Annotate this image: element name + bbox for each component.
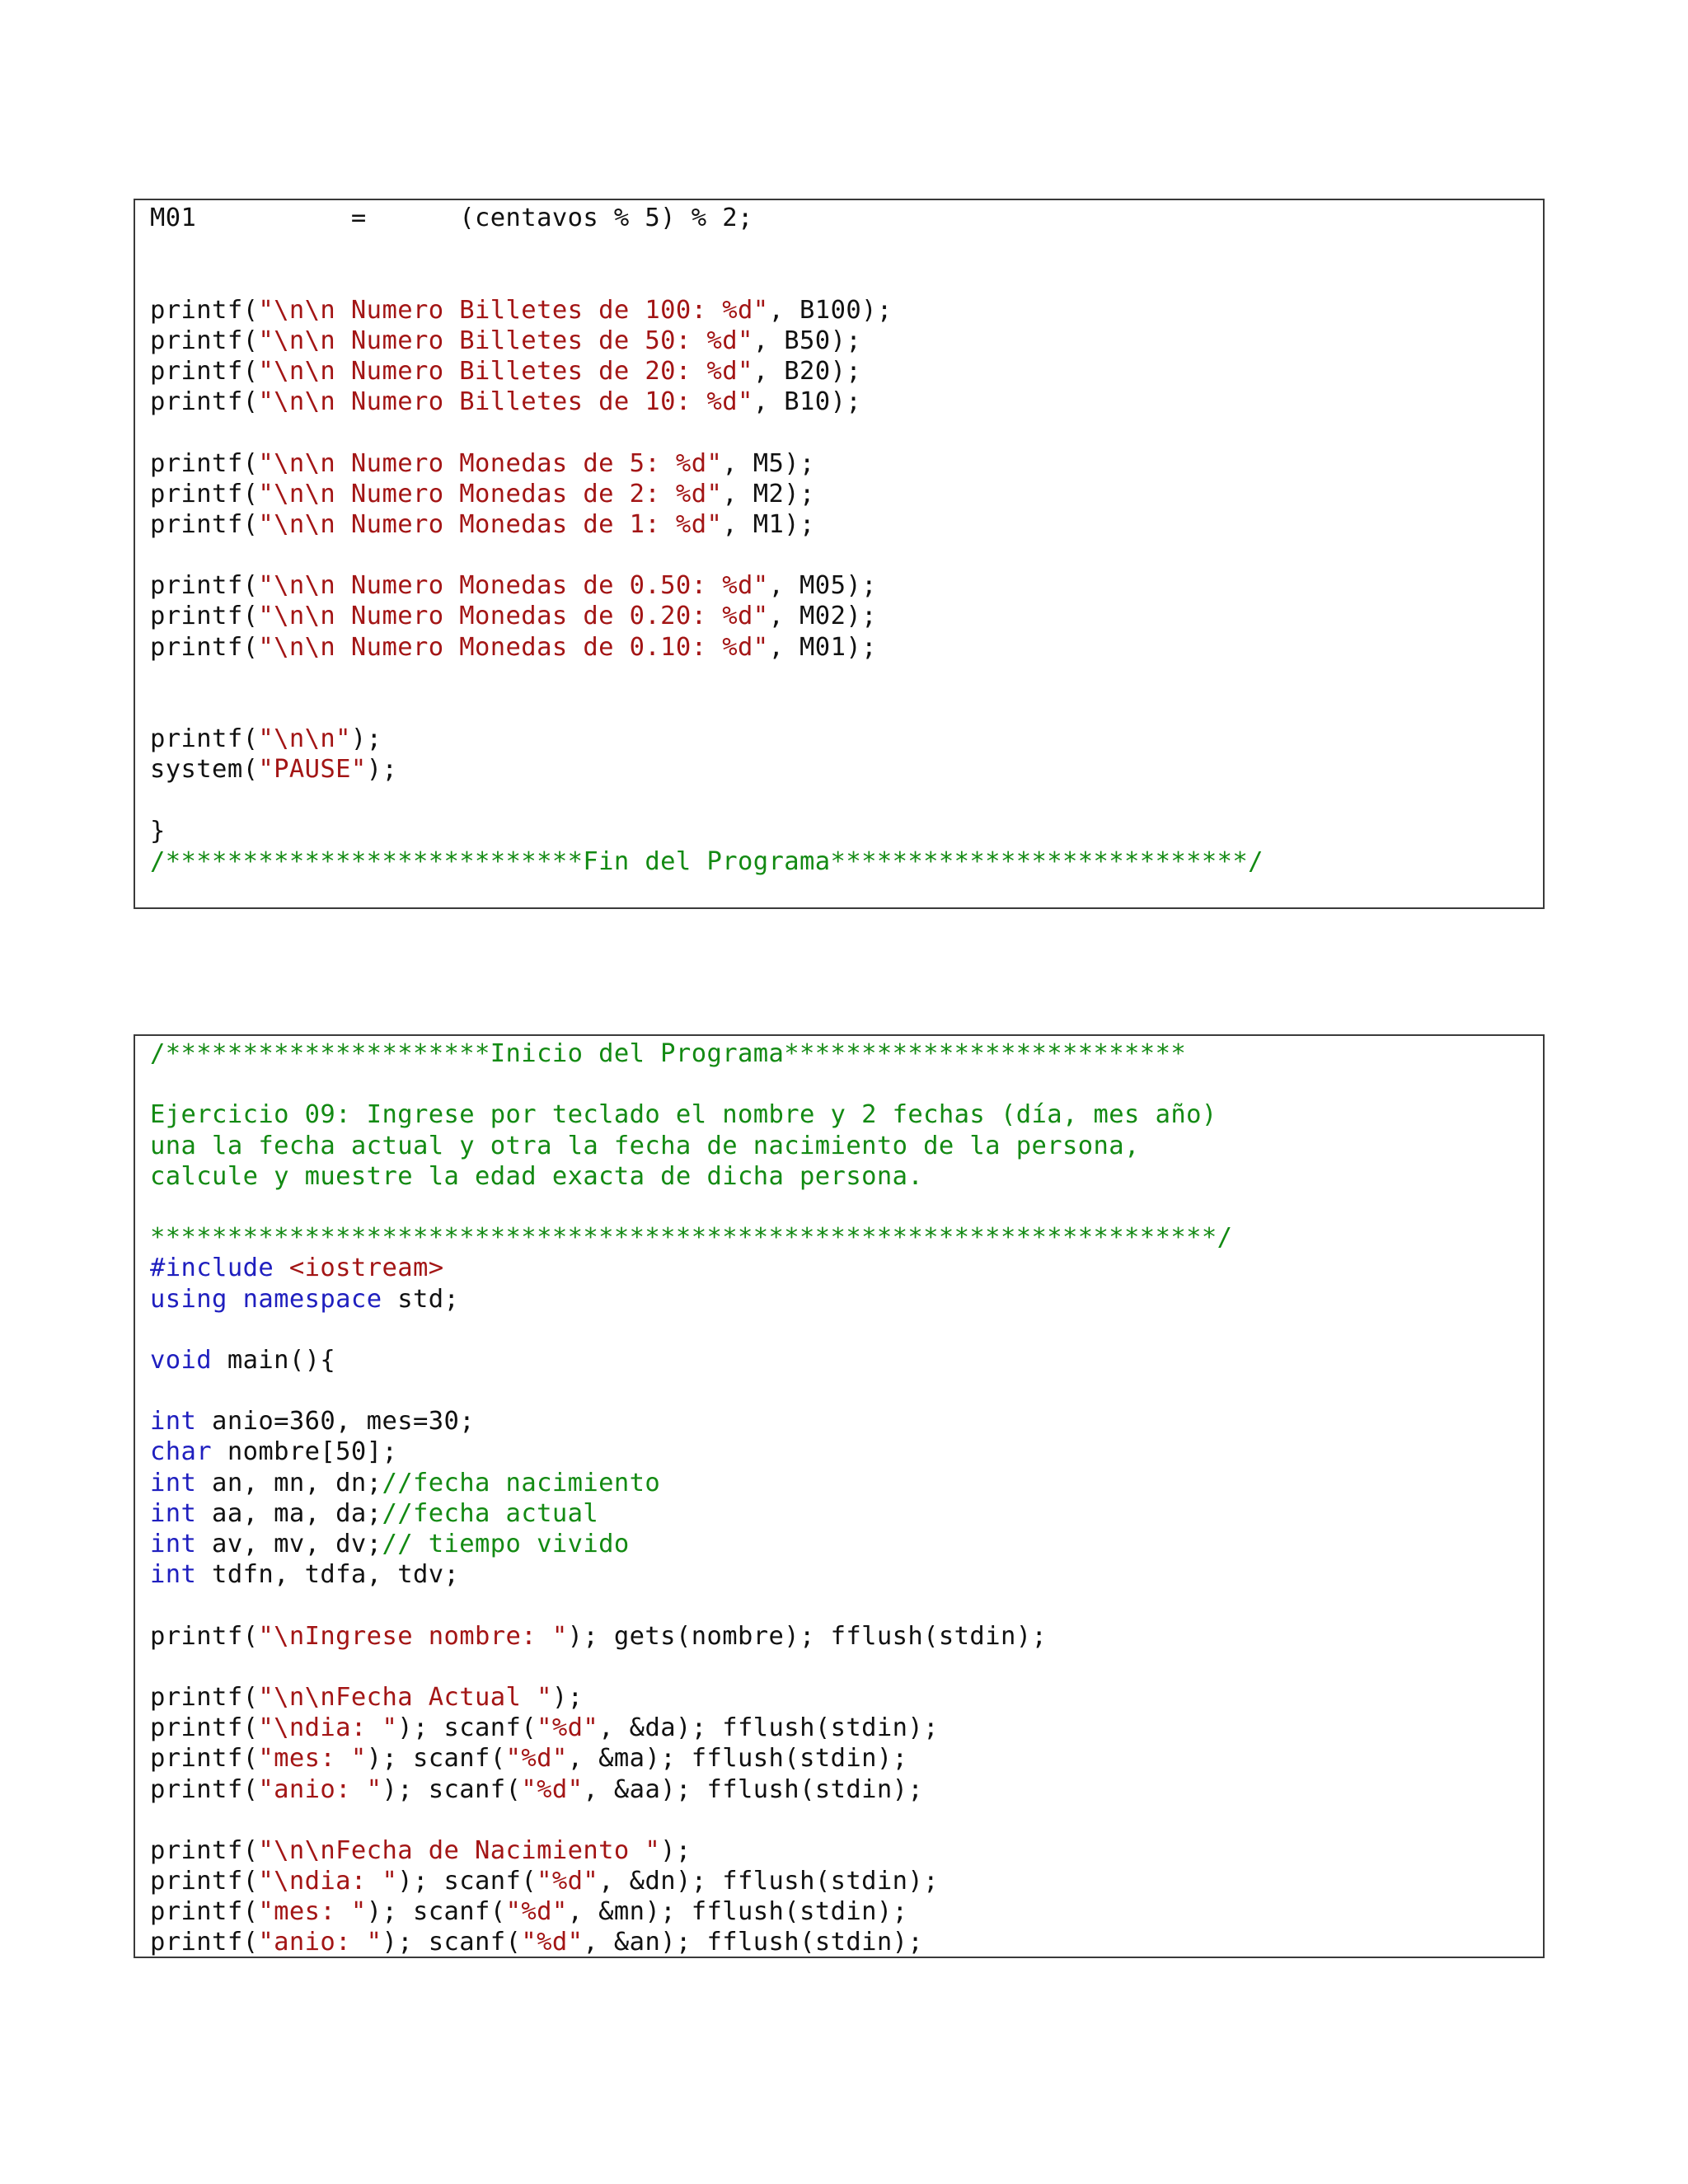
- code-line: [150, 1192, 1232, 1222]
- code-token: , &aa); fflush(stdin);: [583, 1774, 924, 1804]
- code-line: [150, 1682, 1232, 1713]
- code-line: [150, 1069, 1232, 1099]
- code-token: , &da); fflush(stdin);: [598, 1713, 939, 1743]
- code-line: [150, 203, 1264, 233]
- code-line: [150, 1468, 1232, 1498]
- code-line: [150, 1099, 1232, 1130]
- code-token: "\n\n Numero Monedas de 5: %d": [258, 448, 723, 478]
- code-token: "%d": [521, 1928, 584, 1957]
- code-line: [150, 1866, 1232, 1896]
- code-token: , B50);: [753, 326, 862, 355]
- code-line: [150, 448, 1264, 479]
- code-token: /***************************Fin del Programa***************************/: [150, 846, 1264, 876]
- code-token: ); scanf(: [366, 1744, 506, 1774]
- code-line: [150, 663, 1264, 693]
- code-token: printf(: [150, 602, 259, 631]
- code-token: "PAUSE": [258, 755, 367, 785]
- code-token: printf(: [150, 479, 259, 509]
- code-token: , M1);: [722, 509, 815, 539]
- code-token: , &mn); fflush(stdin);: [567, 1897, 908, 1927]
- code-line: [150, 387, 1264, 417]
- code-token: nombre[50];: [212, 1437, 398, 1467]
- code-token: "%d": [537, 1867, 599, 1896]
- code-token: "\n\n": [258, 724, 351, 754]
- code-token: ); scanf(: [382, 1928, 522, 1957]
- code-token: an, mn, dn;: [196, 1468, 382, 1497]
- code-token: //fecha nacimiento: [382, 1468, 661, 1497]
- code-token: ); scanf(: [366, 1897, 506, 1927]
- code-token: );: [366, 755, 398, 785]
- code-token: "\n\n Numero Billetes de 50: %d": [258, 326, 753, 355]
- code-line: [150, 754, 1264, 785]
- code-line: [150, 1253, 1232, 1283]
- code-token: "%d": [505, 1897, 568, 1927]
- code-token: printf(: [150, 448, 259, 478]
- code-token: printf(: [150, 1774, 259, 1804]
- code-token: int: [150, 1407, 197, 1436]
- code-token: , M02);: [768, 602, 877, 631]
- code-token: calcule y muestre la edad exacta de dicha persona.: [150, 1161, 924, 1191]
- code-token: printf(: [150, 1897, 259, 1927]
- code-line: [150, 264, 1264, 294]
- code-token: printf(: [150, 571, 259, 601]
- code-token: aa, ma, da;: [196, 1498, 382, 1528]
- code-line: [150, 1315, 1232, 1345]
- code-token: , &dn); fflush(stdin);: [598, 1867, 939, 1896]
- code-token: ); gets(nombre); fflush(stdin);: [567, 1621, 1048, 1651]
- code-token: #include: [150, 1254, 274, 1283]
- code-line: [150, 785, 1264, 816]
- code-token: [274, 1254, 289, 1282]
- code-line: [150, 1345, 1232, 1376]
- code-token: , &ma); fflush(stdin);: [567, 1744, 908, 1774]
- code-line: [150, 326, 1264, 356]
- code-token: printf(: [150, 387, 259, 417]
- code-token: printf(: [150, 1928, 259, 1957]
- code-token: M01 = (centavos % 5) % 2;: [150, 204, 753, 232]
- code-token: "\n\n Numero Monedas de 1: %d": [258, 509, 723, 539]
- code-token: "\ndia: ": [258, 1713, 398, 1743]
- code-listing: [150, 203, 1264, 877]
- code-token: "mes: ": [258, 1744, 367, 1774]
- code-token: [227, 1285, 243, 1314]
- code-token: printf(: [150, 356, 259, 386]
- code-token: *********************************************************************/: [150, 1223, 1233, 1253]
- code-line: [150, 816, 1264, 846]
- code-token: "\n\n Numero Billetes de 100: %d": [258, 295, 769, 325]
- code-token: "anio: ": [258, 1928, 382, 1957]
- code-token: "%d": [521, 1774, 584, 1804]
- code-line: [150, 601, 1264, 631]
- code-line: [150, 846, 1264, 877]
- code-token: int: [150, 1498, 197, 1528]
- code-token: printf(: [150, 1682, 259, 1712]
- code-line: [150, 1896, 1232, 1927]
- code-line: [150, 509, 1264, 540]
- code-line: [150, 1131, 1232, 1161]
- code-token: "\n\n Numero Monedas de 2: %d": [258, 479, 723, 509]
- code-token: using: [150, 1284, 227, 1314]
- code-line: [150, 1498, 1232, 1529]
- code-token: "\n\n Numero Billetes de 10: %d": [258, 387, 753, 417]
- code-token: system(: [150, 755, 259, 785]
- code-token: );: [660, 1835, 692, 1865]
- code-line: [150, 1284, 1232, 1315]
- code-token: "mes: ": [258, 1897, 367, 1927]
- code-token: "%d": [537, 1713, 599, 1743]
- code-line: [150, 295, 1264, 326]
- code-line: [150, 1835, 1232, 1866]
- code-token: namespace: [242, 1284, 382, 1314]
- code-line: [150, 1713, 1232, 1743]
- code-line: [150, 1927, 1232, 1957]
- code-token: printf(: [150, 1867, 259, 1896]
- code-token: int: [150, 1560, 197, 1590]
- code-line: [150, 1161, 1232, 1192]
- code-block-exercise-09: [134, 1034, 1545, 1958]
- code-line: [150, 1590, 1232, 1620]
- code-line: [150, 1376, 1232, 1406]
- code-token: , M2);: [722, 479, 815, 509]
- code-line: [150, 540, 1264, 570]
- code-line: [150, 1222, 1232, 1253]
- code-token: ); scanf(: [397, 1867, 537, 1896]
- code-token: );: [350, 724, 382, 754]
- code-token: // tiempo vivido: [382, 1530, 630, 1558]
- code-token: "\n\n Numero Monedas de 0.20: %d": [258, 602, 769, 631]
- code-line: [150, 632, 1264, 663]
- code-listing: [150, 1038, 1232, 1958]
- code-token: , M5);: [722, 448, 815, 478]
- code-token: "\nIngrese nombre: ": [258, 1621, 568, 1651]
- code-token: una la fecha actual y otra la fecha de nacimiento de la persona,: [150, 1131, 1140, 1160]
- code-line: [150, 1436, 1232, 1467]
- code-token: "\n\n Numero Monedas de 0.10: %d": [258, 632, 769, 662]
- code-token: "\n\n Numero Monedas de 0.50: %d": [258, 571, 769, 601]
- code-line: [150, 1774, 1232, 1805]
- code-token: //fecha actual: [382, 1498, 599, 1528]
- code-line: [150, 724, 1264, 754]
- code-line: [150, 417, 1264, 448]
- code-token: "anio: ": [258, 1774, 382, 1804]
- code-line: [150, 233, 1264, 264]
- code-token: main(){: [212, 1345, 336, 1375]
- code-line: [150, 1652, 1232, 1682]
- code-token: ); scanf(: [382, 1774, 522, 1804]
- code-token: "\n\nFecha de Nacimiento ": [258, 1835, 661, 1865]
- code-token: , B20);: [753, 356, 862, 386]
- code-block-end-of-program: [134, 199, 1545, 909]
- code-token: void: [150, 1345, 213, 1375]
- code-token: , B10);: [753, 387, 862, 417]
- code-token: "\ndia: ": [258, 1867, 398, 1896]
- code-token: printf(: [150, 326, 259, 355]
- code-token: Ejercicio 09: Ingrese por teclado el nombre y 2 fechas (día, mes año): [150, 1100, 1217, 1130]
- code-token: /*********************Inicio del Programa**************************: [150, 1039, 1187, 1068]
- code-token: int: [150, 1468, 197, 1497]
- code-line: [150, 570, 1264, 601]
- code-token: av, mv, dv;: [196, 1530, 382, 1558]
- code-token: );: [551, 1682, 584, 1712]
- code-token: printf(: [150, 1835, 259, 1865]
- code-token: , &an); fflush(stdin);: [583, 1928, 924, 1957]
- code-token: "\n\nFecha Actual ": [258, 1682, 552, 1712]
- code-token: std;: [382, 1284, 460, 1314]
- code-token: anio=360, mes=30;: [196, 1407, 476, 1436]
- code-line: [150, 356, 1264, 387]
- code-token: printf(: [150, 1744, 259, 1774]
- code-line: [150, 1621, 1232, 1652]
- code-token: int: [150, 1530, 197, 1558]
- code-line: [150, 1529, 1232, 1559]
- code-token: printf(: [150, 509, 259, 539]
- code-token: "\n\n Numero Billetes de 20: %d": [258, 356, 753, 386]
- code-token: <iostream>: [288, 1254, 444, 1283]
- code-token: , M01);: [768, 632, 877, 662]
- code-line: [150, 1038, 1232, 1069]
- code-token: }: [150, 816, 166, 846]
- code-line: [150, 1743, 1232, 1774]
- code-line: [150, 1406, 1232, 1436]
- code-line: [150, 693, 1264, 724]
- code-token: , B100);: [768, 295, 893, 325]
- code-token: "%d": [505, 1744, 568, 1774]
- code-token: char: [150, 1437, 213, 1467]
- code-token: ); scanf(: [397, 1713, 537, 1743]
- code-line: [150, 1805, 1232, 1835]
- code-token: printf(: [150, 295, 259, 325]
- code-token: printf(: [150, 1713, 259, 1743]
- code-line: [150, 479, 1264, 509]
- code-token: printf(: [150, 1621, 259, 1651]
- code-token: printf(: [150, 632, 259, 662]
- code-token: printf(: [150, 724, 259, 754]
- code-token: , M05);: [768, 571, 877, 601]
- code-token: tdfn, tdfa, tdv;: [196, 1560, 460, 1590]
- code-line: [150, 1559, 1232, 1590]
